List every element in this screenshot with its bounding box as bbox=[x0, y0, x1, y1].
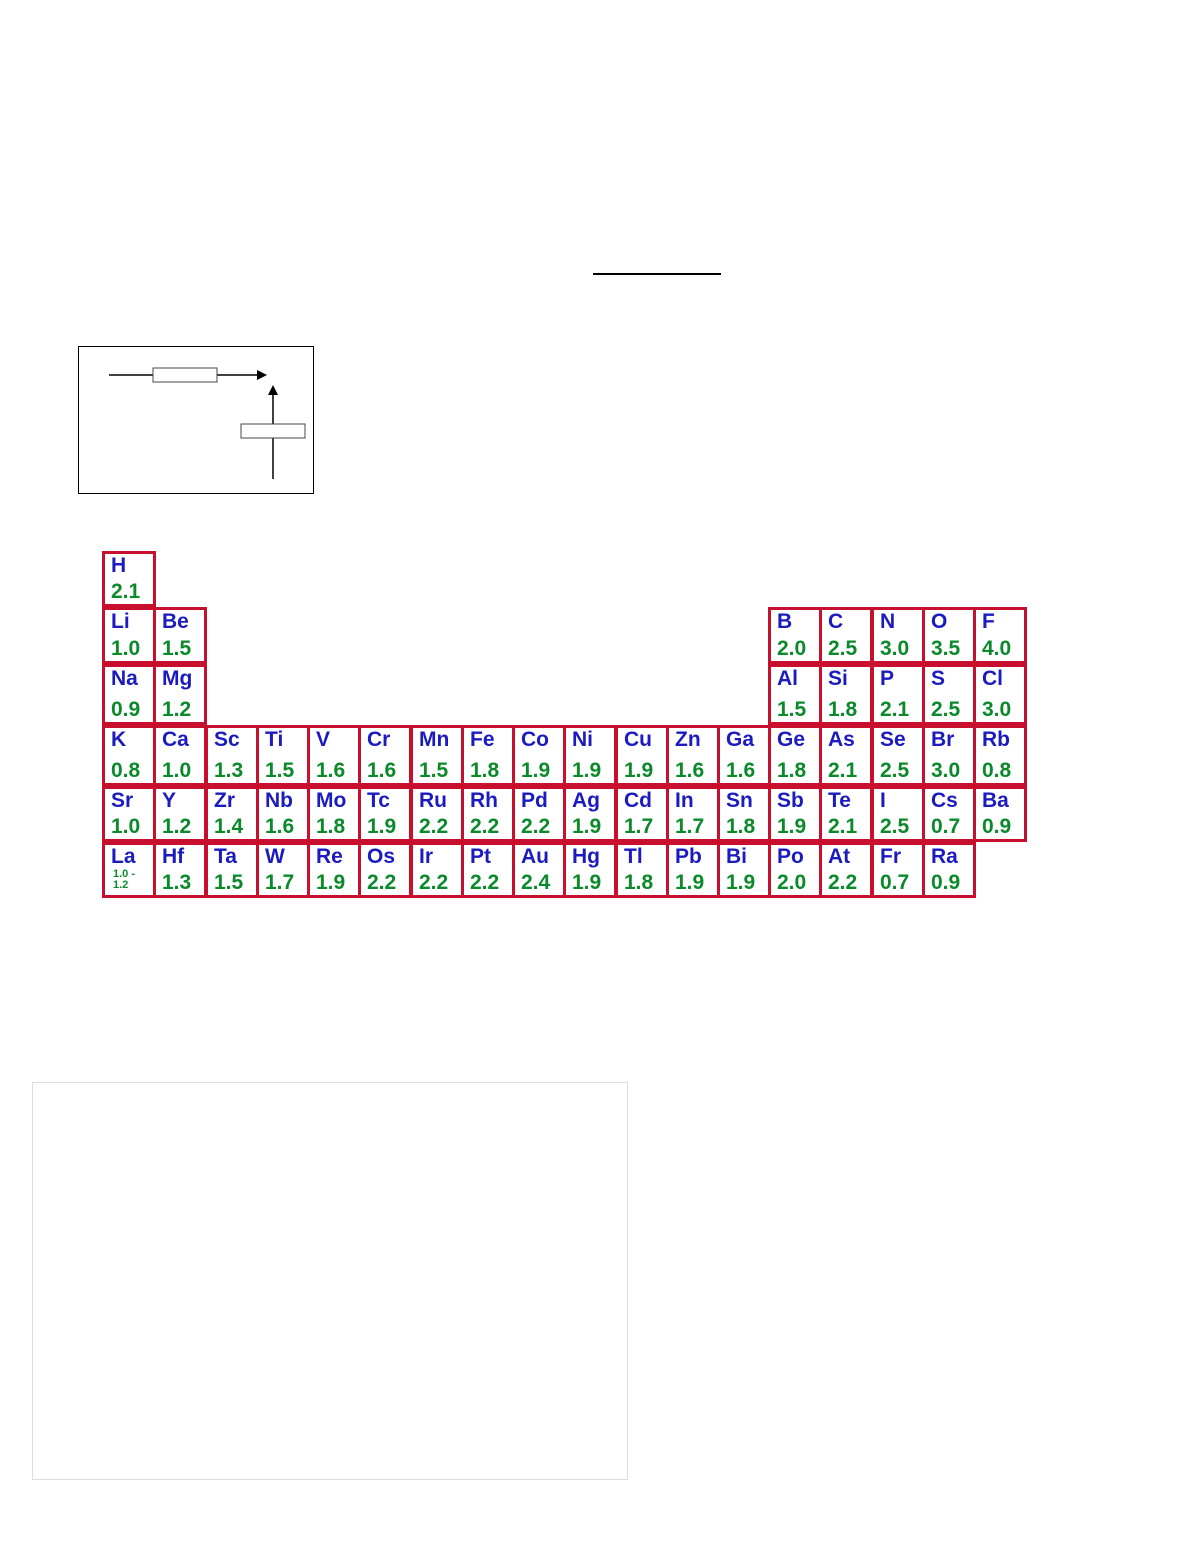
element-symbol: V bbox=[316, 728, 331, 751]
element-cell-cu bbox=[615, 725, 669, 786]
element-symbol: Mo bbox=[316, 789, 347, 812]
element-symbol: Bi bbox=[726, 845, 747, 868]
element-symbol: Sb bbox=[777, 789, 804, 812]
element-cell-mo bbox=[307, 786, 361, 842]
element-cell-be bbox=[153, 607, 207, 664]
element-symbol: Ti bbox=[265, 728, 284, 751]
element-electronegativity: 0.9 bbox=[111, 698, 141, 721]
element-symbol: Zr bbox=[214, 789, 235, 812]
element-symbol: Fe bbox=[470, 728, 495, 751]
element-electronegativity: 1.8 bbox=[624, 871, 654, 894]
element-symbol: Tc bbox=[367, 789, 390, 812]
element-electronegativity: 0.7 bbox=[931, 815, 961, 838]
element-symbol: Si bbox=[828, 667, 848, 690]
element-cell-ra bbox=[922, 842, 976, 898]
element-cell-na bbox=[102, 664, 156, 725]
element-cell-tl bbox=[615, 842, 669, 898]
element-cell-hg bbox=[563, 842, 617, 898]
element-electronegativity: 2.1 bbox=[111, 580, 141, 603]
element-symbol: Ta bbox=[214, 845, 237, 868]
ionic-character-plot bbox=[33, 1083, 629, 1481]
element-electronegativity: 2.1 bbox=[828, 815, 858, 838]
element-symbol: O bbox=[931, 610, 948, 633]
element-electronegativity: 1.4 bbox=[214, 815, 244, 838]
element-cell-v bbox=[307, 725, 361, 786]
ionic-character-chart bbox=[32, 1082, 628, 1480]
element-cell-la bbox=[102, 842, 156, 898]
element-cell-at bbox=[819, 842, 873, 898]
element-cell-nb bbox=[256, 786, 310, 842]
element-electronegativity: 1.6 bbox=[726, 759, 756, 782]
element-symbol: Sn bbox=[726, 789, 753, 812]
element-cell-ag bbox=[563, 786, 617, 842]
element-cell-mn bbox=[410, 725, 464, 786]
element-symbol: Ag bbox=[572, 789, 600, 812]
element-electronegativity: 1.5 bbox=[419, 759, 449, 782]
element-cell-al bbox=[768, 664, 822, 725]
element-cell-au bbox=[512, 842, 566, 898]
element-electronegativity: 0.8 bbox=[111, 759, 141, 782]
element-cell-ca bbox=[153, 725, 207, 786]
trends-diagram bbox=[78, 346, 314, 494]
element-symbol: Ni bbox=[572, 728, 593, 751]
element-cell-c bbox=[819, 607, 873, 664]
element-symbol: Mn bbox=[419, 728, 450, 751]
element-cell-as bbox=[819, 725, 873, 786]
element-electronegativity: 3.0 bbox=[982, 698, 1012, 721]
element-symbol: Hf bbox=[162, 845, 185, 868]
element-symbol: Li bbox=[111, 610, 130, 633]
element-cell-ge bbox=[768, 725, 822, 786]
element-cell-fr bbox=[871, 842, 925, 898]
element-cell-y bbox=[153, 786, 207, 842]
element-cell-s bbox=[922, 664, 976, 725]
element-cell-ba bbox=[973, 786, 1027, 842]
element-symbol: Cs bbox=[931, 789, 958, 812]
element-cell-cd bbox=[615, 786, 669, 842]
element-symbol: Cd bbox=[624, 789, 652, 812]
element-cell-h bbox=[102, 551, 156, 607]
element-cell-w bbox=[256, 842, 310, 898]
element-symbol: Br bbox=[931, 728, 955, 751]
element-symbol: C bbox=[828, 610, 844, 633]
element-cell-bi bbox=[717, 842, 771, 898]
element-electronegativity: 1.0 bbox=[111, 637, 141, 660]
element-cell-o bbox=[922, 607, 976, 664]
element-symbol: Ge bbox=[777, 728, 806, 751]
element-electronegativity: 1.7 bbox=[265, 871, 295, 894]
element-symbol: Sc bbox=[214, 728, 240, 751]
element-symbol: Y bbox=[162, 789, 177, 812]
element-electronegativity: 3.0 bbox=[931, 759, 961, 782]
element-electronegativity: 1.9 bbox=[367, 815, 397, 838]
element-cell-pt bbox=[461, 842, 515, 898]
element-electronegativity: 2.5 bbox=[880, 815, 910, 838]
element-electronegativity: 0.7 bbox=[880, 871, 910, 894]
element-symbol: Os bbox=[367, 845, 396, 868]
element-electronegativity: 1.3 bbox=[214, 759, 244, 782]
element-symbol: Be bbox=[162, 610, 189, 633]
element-symbol: N bbox=[880, 610, 896, 633]
element-cell-rb bbox=[973, 725, 1027, 786]
element-symbol: Po bbox=[777, 845, 804, 868]
element-cell-co bbox=[512, 725, 566, 786]
element-cell-re bbox=[307, 842, 361, 898]
element-cell-cr bbox=[358, 725, 412, 786]
element-electronegativity: 1.8 bbox=[828, 698, 858, 721]
element-symbol: Se bbox=[880, 728, 906, 751]
element-electronegativity: 1.9 bbox=[675, 871, 705, 894]
element-electronegativity: 1.9 bbox=[316, 871, 346, 894]
element-electronegativity: 3.5 bbox=[931, 637, 961, 660]
element-electronegativity: 2.4 bbox=[521, 871, 551, 894]
element-electronegativity: 2.2 bbox=[419, 871, 449, 894]
element-symbol: Sr bbox=[111, 789, 134, 812]
element-cell-p bbox=[871, 664, 925, 725]
element-electronegativity: 1.7 bbox=[675, 815, 705, 838]
element-symbol: Ba bbox=[982, 789, 1009, 812]
element-electronegativity: 2.0 bbox=[777, 637, 807, 660]
element-symbol: S bbox=[931, 667, 946, 690]
element-symbol: Pd bbox=[521, 789, 548, 812]
element-cell-pd bbox=[512, 786, 566, 842]
element-cell-ru bbox=[410, 786, 464, 842]
element-electronegativity: 1.8 bbox=[470, 759, 500, 782]
element-electronegativity: 1.5 bbox=[162, 637, 192, 660]
element-electronegativity: 0.8 bbox=[982, 759, 1012, 782]
element-symbol: Ru bbox=[419, 789, 447, 812]
element-symbol: Na bbox=[111, 667, 138, 690]
element-symbol: Pt bbox=[470, 845, 491, 868]
element-symbol: W bbox=[265, 845, 285, 868]
element-cell-zn bbox=[666, 725, 720, 786]
element-cell-in bbox=[666, 786, 720, 842]
element-electronegativity: 2.5 bbox=[931, 698, 961, 721]
element-cell-ga bbox=[717, 725, 771, 786]
element-symbol: Ir bbox=[419, 845, 434, 868]
bonding-triangle-chart bbox=[628, 1066, 1168, 1506]
bonding-triangle-plot bbox=[628, 1066, 1168, 1506]
element-electronegativity: 2.2 bbox=[828, 871, 858, 894]
element-symbol: Cr bbox=[367, 728, 391, 751]
element-cell-k bbox=[102, 725, 156, 786]
element-symbol: Rh bbox=[470, 789, 498, 812]
element-cell-zr bbox=[205, 786, 259, 842]
element-cell-ir bbox=[410, 842, 464, 898]
element-cell-cs bbox=[922, 786, 976, 842]
element-cell-ni bbox=[563, 725, 617, 786]
element-electronegativity: 1.9 bbox=[777, 815, 807, 838]
element-cell-ta bbox=[205, 842, 259, 898]
element-cell-sc bbox=[205, 725, 259, 786]
element-electronegativity: 0.9 bbox=[931, 871, 961, 894]
element-symbol: Ra bbox=[931, 845, 958, 868]
element-cell-hf bbox=[153, 842, 207, 898]
element-cell-i bbox=[871, 786, 925, 842]
element-electronegativity: 2.2 bbox=[419, 815, 449, 838]
element-electronegativity: 2.5 bbox=[828, 637, 858, 660]
element-symbol: Nb bbox=[265, 789, 293, 812]
element-electronegativity: 1.2 bbox=[162, 815, 192, 838]
element-electronegativity: 1.9 bbox=[726, 871, 756, 894]
element-symbol: In bbox=[675, 789, 694, 812]
element-electronegativity: 3.0 bbox=[880, 637, 910, 660]
element-cell-fe bbox=[461, 725, 515, 786]
element-cell-n bbox=[871, 607, 925, 664]
element-cell-sb bbox=[768, 786, 822, 842]
element-cell-f bbox=[973, 607, 1027, 664]
element-electronegativity: 1.8 bbox=[316, 815, 346, 838]
element-symbol: La bbox=[111, 845, 136, 868]
element-symbol: I bbox=[880, 789, 886, 812]
element-symbol: B bbox=[777, 610, 793, 633]
element-symbol: Tl bbox=[624, 845, 643, 868]
element-symbol: At bbox=[828, 845, 851, 868]
element-cell-br bbox=[922, 725, 976, 786]
element-electronegativity: 1.8 bbox=[777, 759, 807, 782]
element-symbol: Hg bbox=[572, 845, 600, 868]
element-electronegativity: 1.9 bbox=[572, 759, 602, 782]
element-symbol: Rb bbox=[982, 728, 1010, 751]
element-symbol: Ga bbox=[726, 728, 755, 751]
element-electronegativity: 1.6 bbox=[675, 759, 705, 782]
element-electronegativity: 2.2 bbox=[470, 815, 500, 838]
element-electronegativity: 1.9 bbox=[521, 759, 551, 782]
element-electronegativity: 1.6 bbox=[367, 759, 397, 782]
element-electronegativity: 1.7 bbox=[624, 815, 654, 838]
element-electronegativity: 4.0 bbox=[982, 637, 1012, 660]
element-symbol: Au bbox=[521, 845, 549, 868]
element-symbol: Mg bbox=[162, 667, 193, 690]
element-symbol: Ca bbox=[162, 728, 189, 751]
element-symbol: P bbox=[880, 667, 895, 690]
element-electronegativity: 1.9 bbox=[572, 871, 602, 894]
element-electronegativity: 2.1 bbox=[828, 759, 858, 782]
element-electronegativity: 2.5 bbox=[880, 759, 910, 782]
element-electronegativity: 1.2 bbox=[162, 698, 192, 721]
element-electronegativity: 2.2 bbox=[521, 815, 551, 838]
element-symbol: Co bbox=[521, 728, 549, 751]
element-electronegativity: 0.9 bbox=[982, 815, 1012, 838]
element-cell-li bbox=[102, 607, 156, 664]
element-electronegativity: 2.2 bbox=[470, 871, 500, 894]
trend-arrows bbox=[79, 347, 315, 495]
element-electronegativity: 1.9 bbox=[624, 759, 654, 782]
element-electronegativity: 2.0 bbox=[777, 871, 807, 894]
element-cell-os bbox=[358, 842, 412, 898]
element-electronegativity: 2.1 bbox=[880, 698, 910, 721]
element-cell-tc bbox=[358, 786, 412, 842]
element-cell-ti bbox=[256, 725, 310, 786]
lanthanum-range: 1.0 - 1.2 bbox=[113, 868, 136, 891]
element-symbol: Pb bbox=[675, 845, 702, 868]
element-symbol: Al bbox=[777, 667, 798, 690]
mulliken-equation bbox=[505, 240, 735, 310]
element-cell-se bbox=[871, 725, 925, 786]
element-electronegativity: 1.0 bbox=[162, 759, 192, 782]
element-symbol: K bbox=[111, 728, 127, 751]
element-symbol: Zn bbox=[675, 728, 701, 751]
element-electronegativity: 1.6 bbox=[265, 815, 295, 838]
element-symbol: As bbox=[828, 728, 855, 751]
element-symbol: Fr bbox=[880, 845, 901, 868]
element-cell-pb bbox=[666, 842, 720, 898]
element-symbol: H bbox=[111, 554, 127, 577]
element-cell-rh bbox=[461, 786, 515, 842]
element-symbol: Re bbox=[316, 845, 343, 868]
element-electronegativity: 2.2 bbox=[367, 871, 397, 894]
element-symbol: Cu bbox=[624, 728, 652, 751]
element-cell-mg bbox=[153, 664, 207, 725]
element-symbol: Cl bbox=[982, 667, 1003, 690]
element-cell-b bbox=[768, 607, 822, 664]
element-electronegativity: 1.5 bbox=[777, 698, 807, 721]
element-cell-po bbox=[768, 842, 822, 898]
element-electronegativity: 1.5 bbox=[214, 871, 244, 894]
element-cell-si bbox=[819, 664, 873, 725]
element-cell-sn bbox=[717, 786, 771, 842]
element-electronegativity: 1.6 bbox=[316, 759, 346, 782]
element-electronegativity: 1.0 bbox=[111, 815, 141, 838]
element-electronegativity: 1.5 bbox=[265, 759, 295, 782]
element-electronegativity: 1.9 bbox=[572, 815, 602, 838]
element-cell-sr bbox=[102, 786, 156, 842]
element-cell-cl bbox=[973, 664, 1027, 725]
element-electronegativity: 1.8 bbox=[726, 815, 756, 838]
element-cell-te bbox=[819, 786, 873, 842]
element-symbol: Te bbox=[828, 789, 851, 812]
element-symbol: F bbox=[982, 610, 995, 633]
element-electronegativity: 1.3 bbox=[162, 871, 192, 894]
